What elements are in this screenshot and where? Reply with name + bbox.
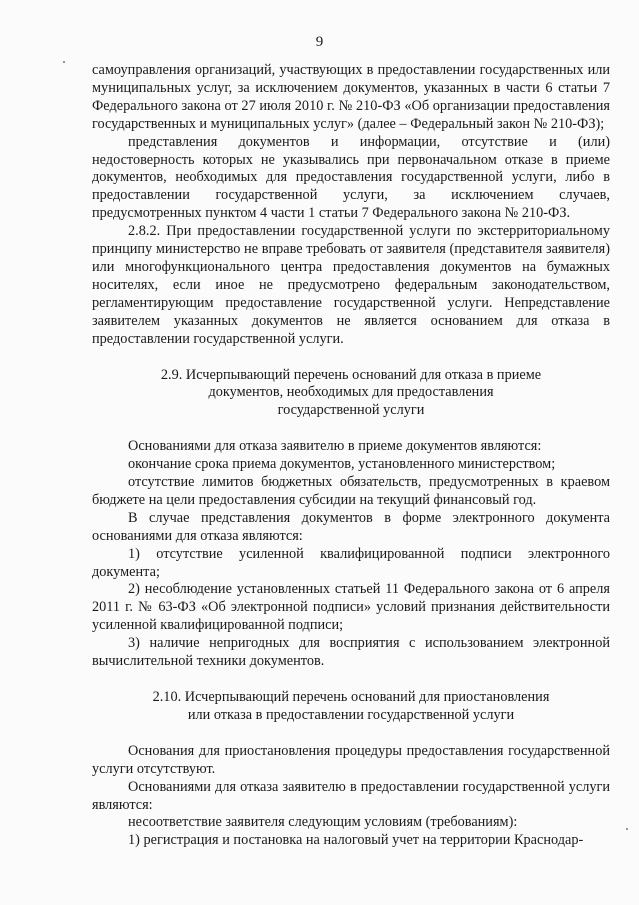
scan-mark bbox=[63, 61, 65, 63]
paragraph: Основания для приостановления процедуры предоставления государственной услуги отсутствуют. bbox=[92, 742, 610, 777]
paragraph: Основаниями для отказа заявителю в приеме документов являются: bbox=[128, 438, 542, 455]
scan-mark bbox=[626, 828, 628, 830]
section-heading-line: государственной услуги bbox=[277, 402, 425, 419]
paragraph: представления документов и информации, отсутствие и (или) недостоверность которых не указывались при первоначальном отказе в приеме документов, необходимых для предоставления государственной услуги, либо в предоставлении государственной услуги, за исключением случаев, предусмотренных пунктом 4 части 1 статьи 7 Федерального закона № 210-ФЗ. bbox=[92, 133, 610, 222]
section-heading-line: или отказа в предоставлении государственной услуги bbox=[187, 706, 515, 723]
paragraph: несоответствие заявителя следующим условиям (требованиям): bbox=[128, 814, 518, 831]
section-heading-line: 2.9. Исчерпывающий перечень оснований для отказа в приеме bbox=[160, 366, 542, 383]
paragraph: 2.8.2. При предоставлении государственной услуги по экстерриториальному принципу министерство не вправе требовать от заявителя (представителя заявителя) или многофункционального центра предоставления документов на бумажных носителях, если иное не предусмотрено федеральным законодательством, регламентирующим предоставление государственной услуги. Непредставление заявителем указанных документов не является основанием для отказа в предоставлении государственной услуги. bbox=[92, 223, 610, 347]
paragraph: самоуправления организаций, участвующих в предоставлении государственных или муниципальных услуг, за исключением документов, указанных в части 6 статьи 7 Федерального закона от 27 июля 2010 г. № 210-ФЗ «Об организации предоставления государственных и муниципальных услуг» (далее – Федеральный закон № 210-ФЗ); bbox=[92, 62, 610, 132]
section-heading-line: документов, необходимых для предоставления bbox=[208, 384, 494, 401]
page-number: 9 bbox=[315, 34, 324, 50]
paragraph: В случае представления документов в форме электронного документа основаниями для отказа являются: bbox=[92, 509, 610, 544]
paragraph: окончание срока приема документов, установленного министерством; bbox=[128, 456, 556, 473]
section-heading-line: 2.10. Исчерпывающий перечень оснований для приостановления bbox=[152, 689, 550, 705]
paragraph: 1) регистрация и постановка на налоговый учет на территории Краснодар- bbox=[128, 832, 584, 849]
list-item: 3) наличие непригодных для восприятия с использованием электронной вычислительной техники документов. bbox=[92, 635, 610, 670]
document-body bbox=[92, 62, 610, 850]
paragraph: отсутствие лимитов бюджетных обязательств, предусмотренных в краевом бюджете на цели предоставления субсидии на текущий финансовый год. bbox=[92, 474, 610, 508]
paragraph: Основаниями для отказа заявителю в предоставлении государственной услуги являются: bbox=[92, 778, 610, 813]
list-item: 2) несоблюдение установленных статьей 11 Федерального закона от 6 апреля 2011 г. № 63-ФЗ «Об электронной подписи» условий признания действительности усиленной квалифицированной подписи; bbox=[92, 581, 610, 634]
list-item: 1) отсутствие усиленной квалифицированной подписи электронного документа; bbox=[92, 545, 610, 580]
